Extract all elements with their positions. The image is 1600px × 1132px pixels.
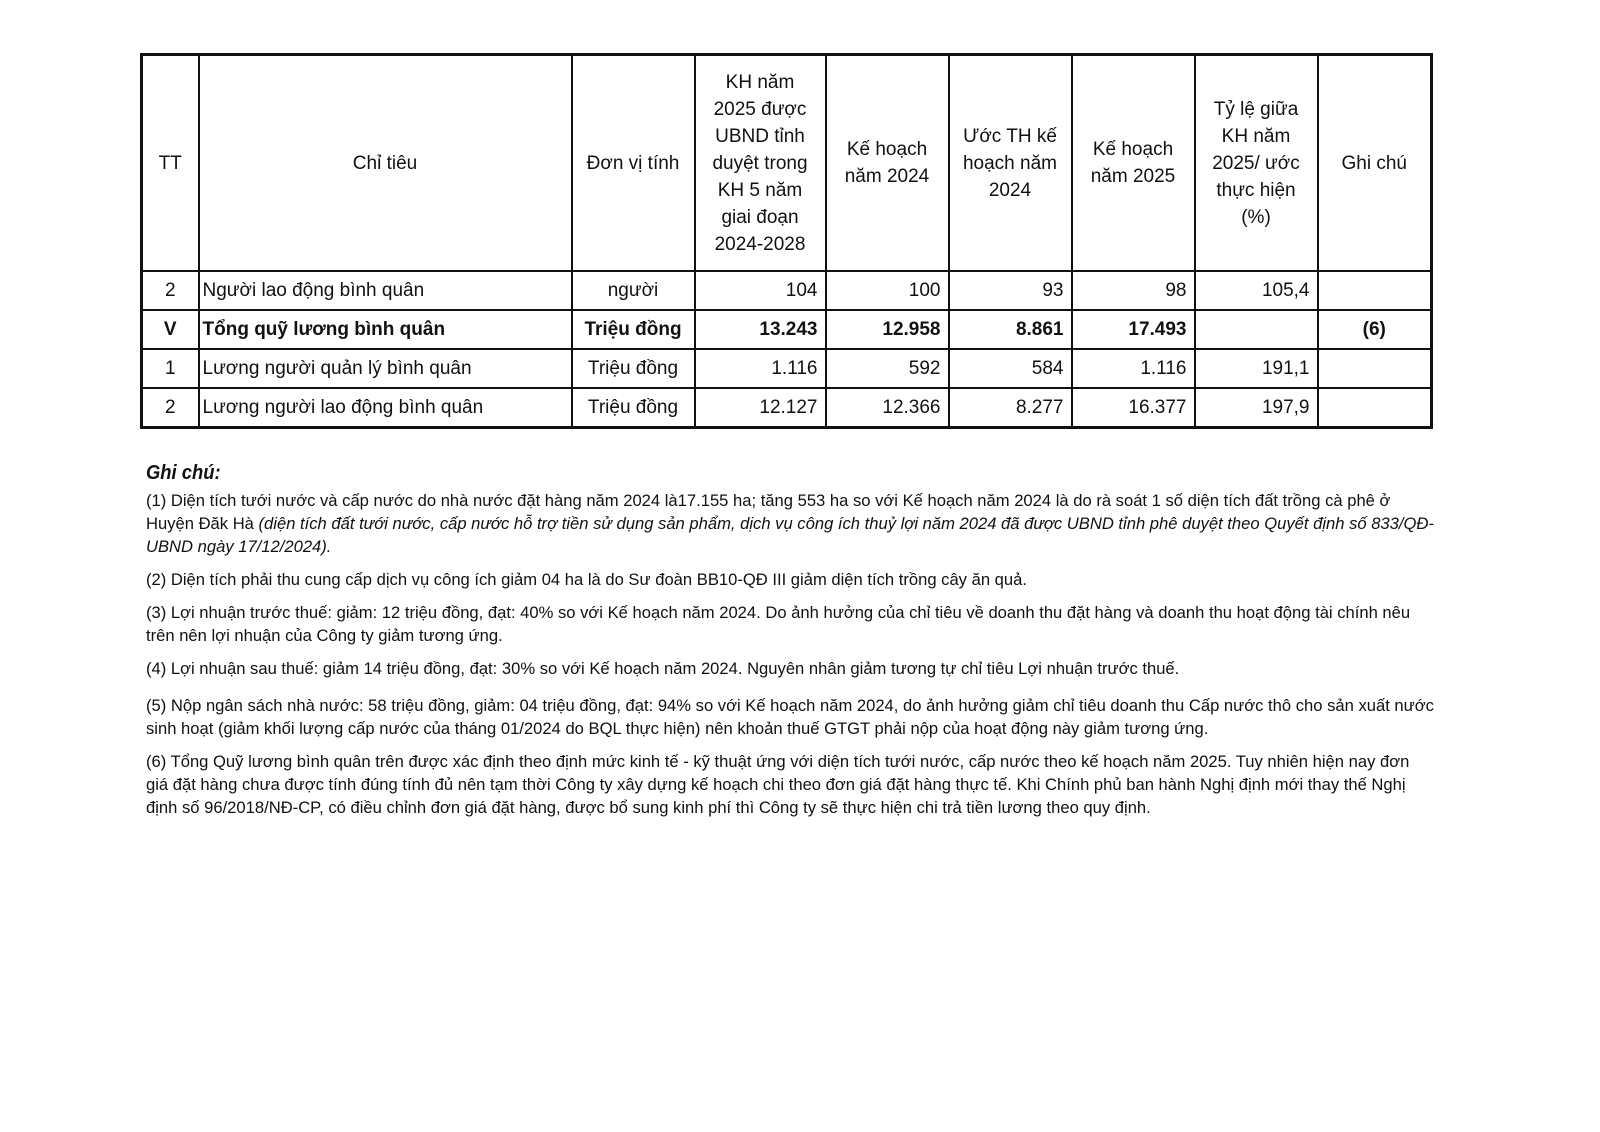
notes-title: Ghi chú: — [146, 462, 221, 484]
cell-unit: Triệu đồng — [572, 310, 695, 349]
cell-tt: 2 — [142, 271, 199, 310]
header-tt: TT — [142, 55, 199, 272]
header-plan-5year: KH năm 2025 được UBND tỉnh duyệt trong KH 5 năm giai đoạn 2024-2028 — [695, 55, 826, 272]
cell-note — [1318, 388, 1432, 428]
cell-indicator: Lương người lao động bình quân — [199, 388, 572, 428]
cell-indicator: Lương người quản lý bình quân — [199, 349, 572, 388]
salary-plan-table — [140, 53, 1433, 429]
note-5: (5) Nộp ngân sách nhà nước: 58 triệu đồng, giảm: 04 triệu đồng, đạt: 94% so với Kế hoạch năm 2024, do ảnh hưởng giảm chỉ tiêu doanh thu Cấp nước thô cho sản xuất nước sinh hoạt (giảm khối lượng cấp nước của tháng 01/2024 do BQL thực hiện) nên khoản thuế GTGT phải nộp của hoạt động này giảm tương ứng. — [146, 696, 1434, 738]
cell-estimate-2024: 8.861 — [949, 310, 1072, 349]
cell-plan-2025: 98 — [1072, 271, 1195, 310]
note-1-text: (1) Diện tích tưới nước và cấp nước do nhà nước đặt hàng năm 2024 là17.155 ha; tăng 553 ha so với Kế hoạch năm 2024 là do rà soát 1 số diện tích đất trồng cà phê ở Huyện Đăk Hà — [146, 491, 1391, 533]
header-indicator: Chỉ tiêu — [199, 55, 572, 272]
table-row — [142, 271, 1432, 310]
cell-plan-5year: 1.116 — [695, 349, 826, 388]
cell-note — [1318, 271, 1432, 310]
header-ratio: Tỷ lệ giữa KH năm 2025/ ước thực hiện (%) — [1195, 55, 1318, 272]
table-row — [142, 349, 1432, 388]
table-header-row — [142, 55, 1432, 272]
cell-indicator: Người lao động bình quân — [199, 271, 572, 310]
cell-ratio: 197,9 — [1195, 388, 1318, 428]
cell-plan-2024: 12.366 — [826, 388, 949, 428]
note-1 — [146, 489, 1436, 558]
header-estimate-2024: Ước TH kế hoạch năm 2024 — [949, 55, 1072, 272]
cell-unit: Triệu đồng — [572, 349, 695, 388]
note-4: (4) Lợi nhuận sau thuế: giảm 14 triệu đồng, đạt: 30% so với Kế hoạch năm 2024. Nguyên nhân giảm tương tự chỉ tiêu Lợi nhuận trước thuế. — [146, 659, 1180, 678]
header-notes: Ghi chú — [1318, 55, 1432, 272]
cell-ratio: 191,1 — [1195, 349, 1318, 388]
cell-plan-2025: 1.116 — [1072, 349, 1195, 388]
header-plan-2025: Kế hoạch năm 2025 — [1072, 55, 1195, 272]
cell-tt: 1 — [142, 349, 199, 388]
cell-plan-2024: 100 — [826, 271, 949, 310]
cell-estimate-2024: 8.277 — [949, 388, 1072, 428]
cell-tt: 2 — [142, 388, 199, 428]
header-unit: Đơn vị tính — [572, 55, 695, 272]
cell-plan-5year: 12.127 — [695, 388, 826, 428]
cell-indicator: Tổng quỹ lương bình quân — [199, 310, 572, 349]
cell-plan-5year: 13.243 — [695, 310, 826, 349]
cell-estimate-2024: 584 — [949, 349, 1072, 388]
cell-note: (6) — [1318, 310, 1432, 349]
note-2: (2) Diện tích phải thu cung cấp dịch vụ công ích giảm 04 ha là do Sư đoàn BB10-QĐ III giảm diện tích trồng cây ăn quả. — [146, 570, 1027, 589]
cell-tt: V — [142, 310, 199, 349]
cell-note — [1318, 349, 1432, 388]
note-1-italic-text: (diện tích đất tưới nước, cấp nước hỗ trợ tiền sử dụng sản phẩm, dịch vụ công ích thuỷ lợi năm 2024 đã được UBND tỉnh phê duyệt theo Quyết định số 833/QĐ-UBND ngày 17/12/2024). — [146, 514, 1434, 556]
cell-plan-5year: 104 — [695, 271, 826, 310]
cell-plan-2024: 592 — [826, 349, 949, 388]
cell-plan-2025: 16.377 — [1072, 388, 1195, 428]
cell-ratio — [1195, 310, 1318, 349]
cell-unit: Triệu đồng — [572, 388, 695, 428]
cell-plan-2025: 17.493 — [1072, 310, 1195, 349]
table-row-total — [142, 310, 1432, 349]
table-row — [142, 388, 1432, 428]
note-3: (3) Lợi nhuận trước thuế: giảm: 12 triệu đồng, đạt: 40% so với Kế hoạch năm 2024. Do ảnh hưởng của chỉ tiêu về doanh thu đặt hàng và doanh thu hoạt động tài chính nêu trên nên lợi nhuận của Công ty giảm tương ứng. — [146, 603, 1411, 645]
cell-ratio: 105,4 — [1195, 271, 1318, 310]
cell-plan-2024: 12.958 — [826, 310, 949, 349]
note-6: (6) Tổng Quỹ lương bình quân trên được xác định theo định mức kinh tế - kỹ thuật ứng với diện tích tưới nước, cấp nước theo kế hoạch năm 2025. Tuy nhiên hiện nay đơn giá đặt hàng chưa được tính đúng tính đủ nên tạm thời Công ty xây dựng kế hoạch chi theo đơn giá đặt hàng thực tế. Khi Chính phủ ban hành Nghị định mới thay thế Nghị định số 96/2018/NĐ-CP, có điều chỉnh đơn giá đặt hàng, được bổ sung kinh phí thì Công ty sẽ thực hiện chi trả tiền lương theo quy định. — [146, 752, 1410, 817]
cell-unit: người — [572, 271, 695, 310]
notes-section — [146, 462, 1436, 829]
cell-estimate-2024: 93 — [949, 271, 1072, 310]
header-plan-2024: Kế hoạch năm 2024 — [826, 55, 949, 272]
